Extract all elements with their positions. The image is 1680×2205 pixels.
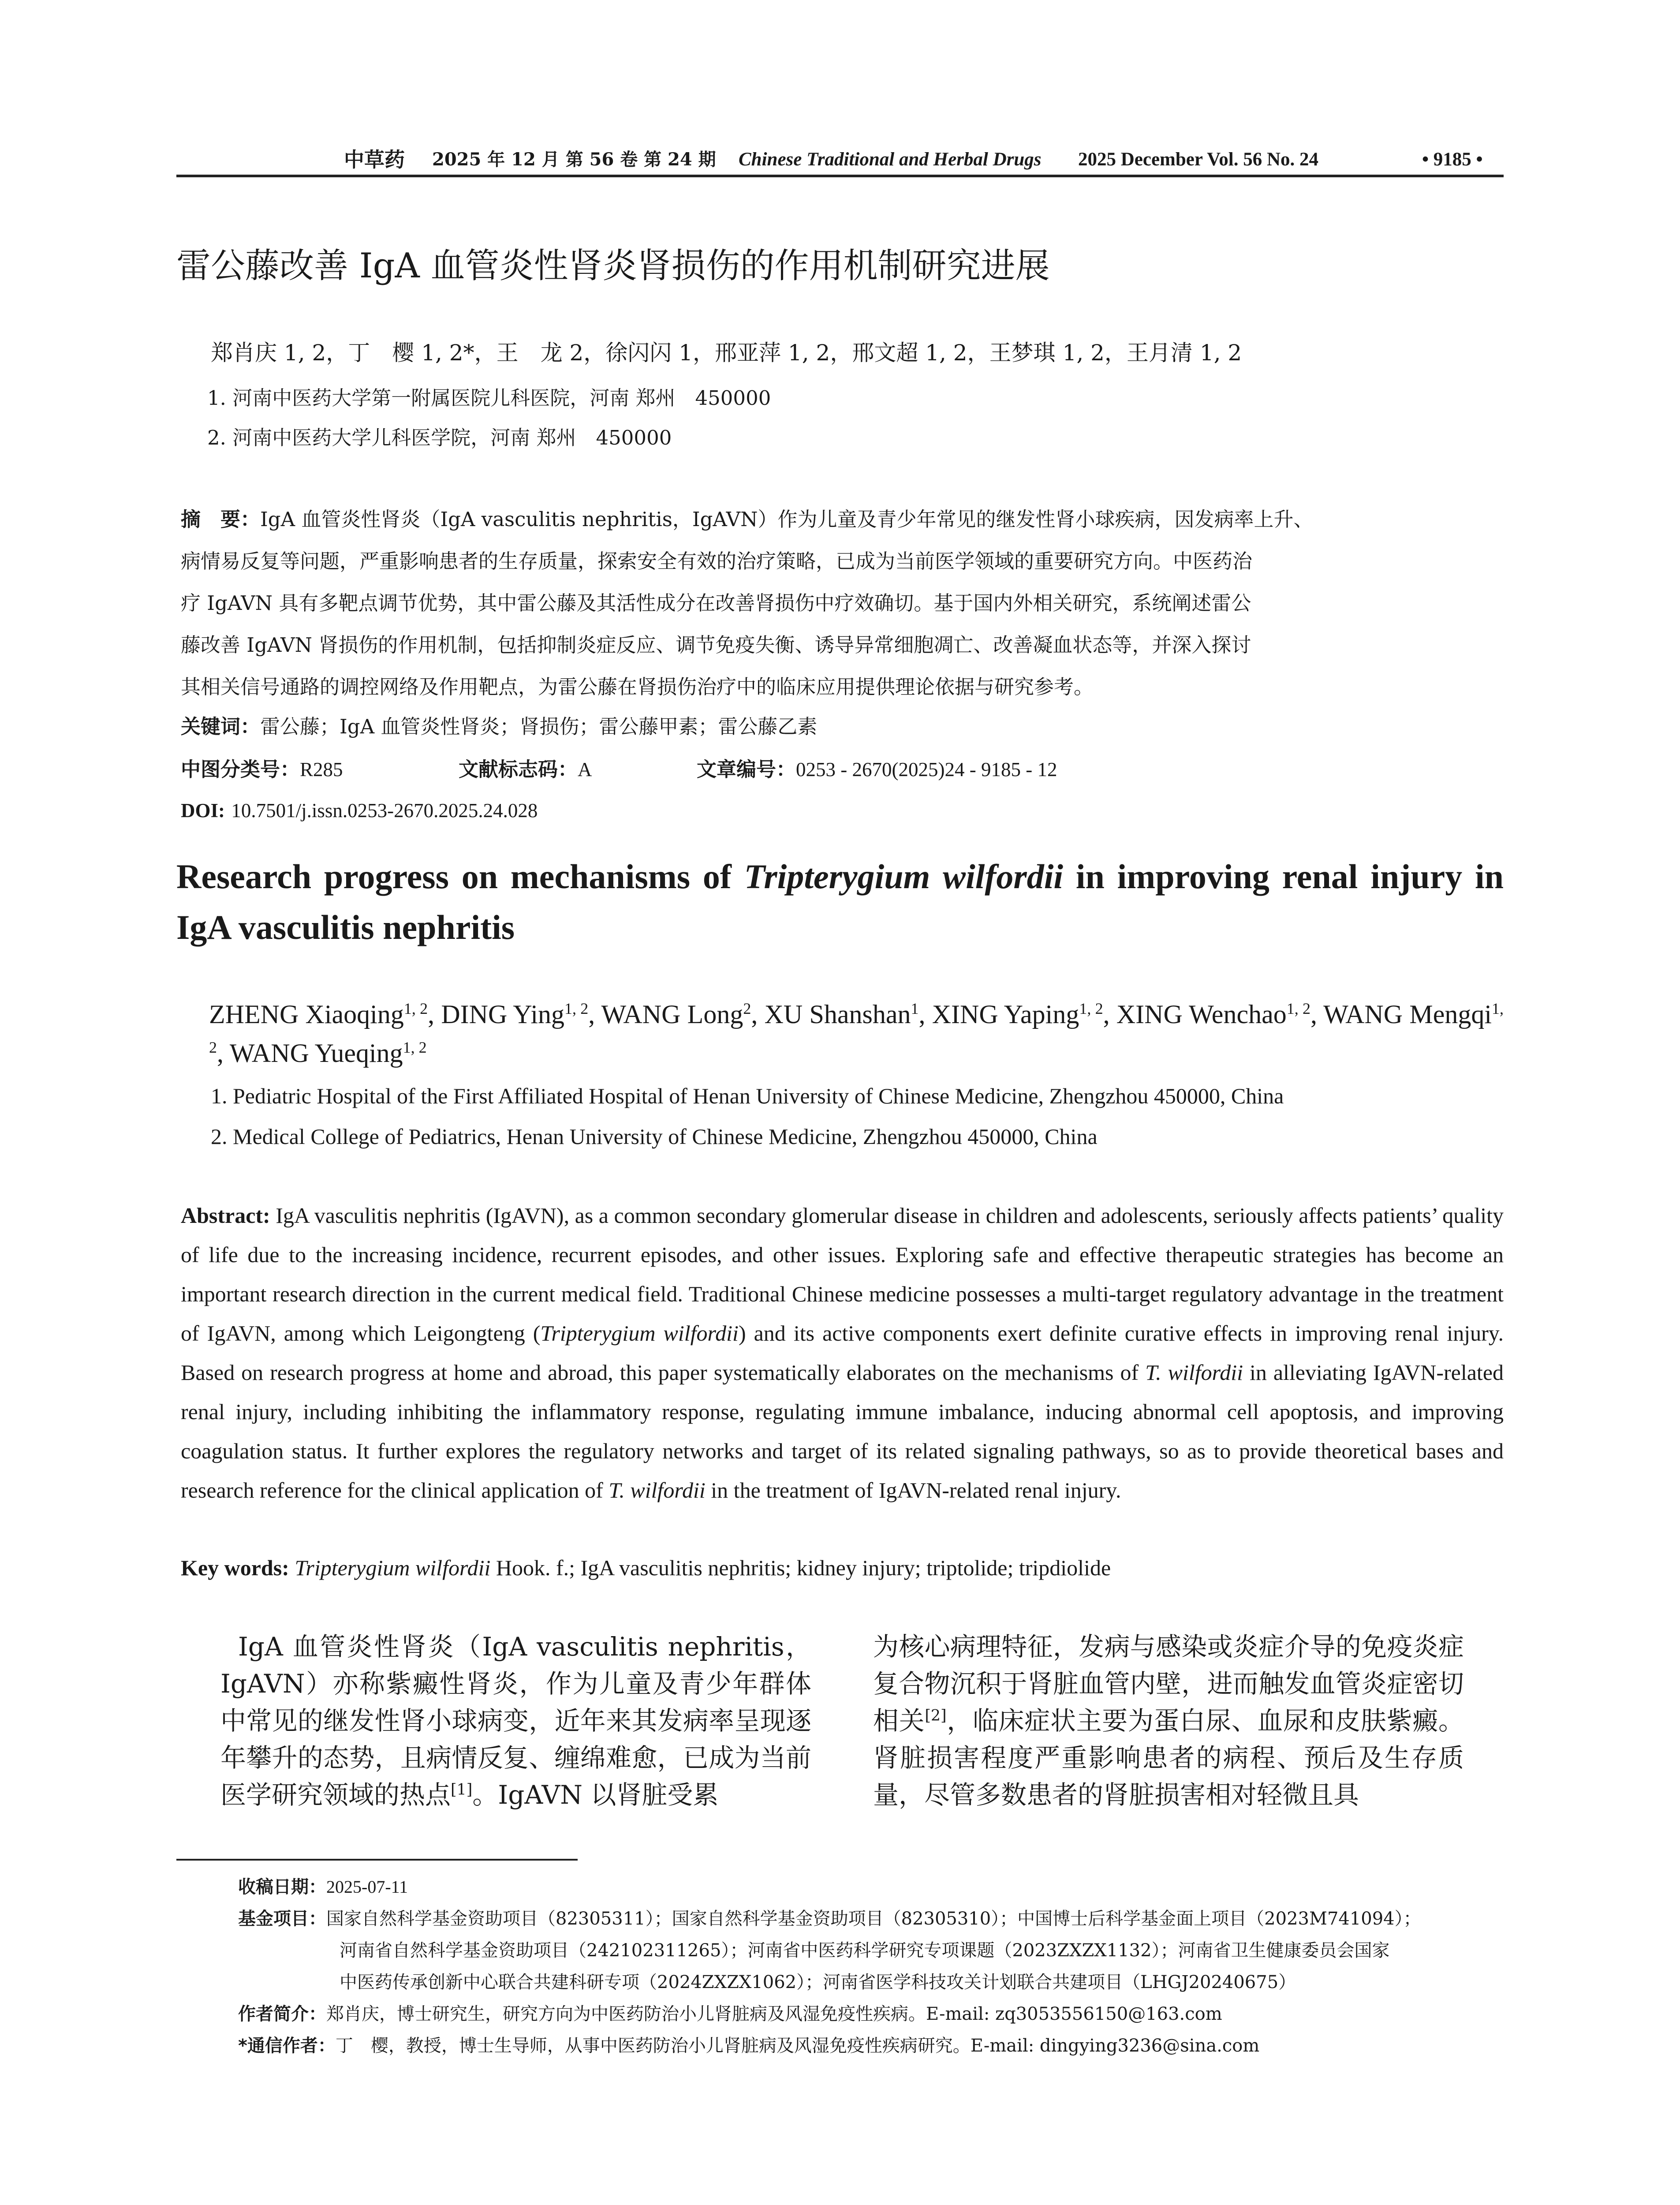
abstract-en-part-4: in the treatment of IgAVN-related renal injury. bbox=[705, 1478, 1121, 1502]
body-right-text-2: ，临床症状主要为蛋白尿、血尿和皮肤紫癜。肾脏损害程度严重影响患者的病程、预后及生存质量，尽管多数患者的肾脏损害相对轻微且具 bbox=[873, 1706, 1464, 1810]
author-en-6: XING Wenchao bbox=[1116, 1000, 1287, 1029]
abstract-cn bbox=[181, 498, 1504, 708]
author-en-1-aff: 1, 2 bbox=[403, 1000, 428, 1017]
affiliation-cn-1: 1. 河南中医药大学第一附属医院儿科医院，河南 郑州 450000 bbox=[207, 386, 771, 410]
keywords-en-label: Key words: bbox=[181, 1555, 289, 1580]
body-column-left bbox=[220, 1628, 811, 1813]
title-en-part-1: Research progress on mechanisms of bbox=[176, 857, 744, 896]
abstract-cn-line-5: 其相关信号通路的调控网络及作用靶点，为雷公藤在肾损伤治疗中的临床应用提供理论依据与研究参考。 bbox=[181, 675, 1094, 699]
clc-value: R285 bbox=[300, 759, 343, 781]
doi-line bbox=[181, 789, 1504, 832]
author-en-1: ZHENG Xiaoqing bbox=[209, 1000, 404, 1029]
fund-line-2: 河南省自然科学基金资助项目（242102311265）；河南省中医药科学研究专项课题（2023ZXZX1132）；河南省卫生健康委员会国家 bbox=[340, 1940, 1390, 1961]
abstract-en bbox=[181, 1196, 1504, 1510]
keywords-en-species: Tripterygium wilfordii bbox=[295, 1555, 491, 1580]
author-en-2: DING Ying bbox=[441, 1000, 565, 1029]
fund-label: 基金项目： bbox=[238, 1909, 326, 1929]
author-list-en: ZHENG Xiaoqing$^{1, 2}$, DING Ying$^{1, 2}$, WANG Long$^2$, XU Shanshan$^1$, XING Yaping$^{1, 2}$, XING Wenchao$^{1, 2}$, WANG Mengqi$^{1, 2}$, WANG Yueqing$^{1, 2}$ bbox=[209, 1000, 1504, 1068]
abstract-cn-line-2: 病情易反复等问题，严重影响患者的生存质量，探索安全有效的治疗策略，已成为当前医学领域的重要研究方向。中医药治 bbox=[181, 549, 1253, 573]
running-header bbox=[176, 142, 1504, 177]
author-en-4: XU Shanshan bbox=[764, 1000, 911, 1029]
affiliation-en-1: 1. Pediatric Hospital of the First Affiliated Hospital of Henan University of Chinese Medicine, Zhengzhou 450000, China bbox=[211, 1084, 1284, 1108]
article-no-label: 文章编号： bbox=[697, 758, 796, 781]
author-en-8: WANG Yueqing bbox=[229, 1039, 403, 1068]
keywords-en bbox=[181, 1550, 1504, 1585]
keywords-cn bbox=[181, 706, 1504, 747]
fund-line-3: 中医药传承创新中心联合共建科研专项（2024ZXZX1062）；河南省医学科技攻关计划联合共建项目（LHGJ20240675） bbox=[340, 1972, 1296, 1992]
keywords-en-text: Hook. f.; IgA vasculitis nephritis; kidney injury; triptolide; tripdiolide bbox=[490, 1555, 1111, 1580]
fund-line-1: 国家自然科学基金资助项目（82305311）；国家自然科学基金资助项目（82305310）；中国博士后科学基金面上项目（2023M741094）； bbox=[326, 1909, 1421, 1929]
article-title-en bbox=[176, 851, 1504, 953]
doi-value: 10.7501/j.issn.0253-2670.2025.24.028 bbox=[231, 800, 538, 822]
corresponding-label: *通信作者： bbox=[238, 2036, 336, 2056]
abstract-en-part-3: in alleviating IgAVN-related renal injury, including inhibiting the inflammatory response, regulating immune imbalance, inducing abnormal cell apoptosis, and improving coagulation status. It further explores the regulatory networks and target of its related signaling pathways, so as to provide theoretical bases and research reference for the clinical application of bbox=[181, 1360, 1504, 1502]
doi-label: DOI: bbox=[181, 800, 225, 822]
body-right-text-1: 为核心病理特征，发病与感染或炎症介导的免疫炎症复合物沉积于肾脏血管内壁，进而触发血管炎症密切相关 bbox=[873, 1632, 1464, 1736]
footnote-author bbox=[238, 2001, 1222, 2027]
corresponding-text: 丁 樱，教授，博士生导师，从事中医药防治小儿肾脏病及风湿免疫性疾病研究。E-mail: dingying3236@sina.com bbox=[335, 2036, 1260, 2056]
abstract-en-label: Abstract: bbox=[181, 1203, 270, 1228]
citation-ref-2: [2] bbox=[925, 1707, 947, 1725]
author-en-7: WANG Mengqi bbox=[1323, 1000, 1492, 1029]
body-left-text-1: IgA 血管炎性肾炎（IgA vasculitis nephritis，IgAVN）亦称紫癜性肾炎，作为儿童及青少年群体中常见的继发性肾小球病变，近年来其发病率呈现逐年攀升的态势，且病情反复、缠绵难愈，已成为当前医学研究领域的热点 bbox=[220, 1632, 811, 1810]
author-en-3: WANG Long bbox=[601, 1000, 743, 1029]
affiliation-cn-2: 2. 河南中医药大学儿科医学院，河南 郑州 450000 bbox=[207, 426, 672, 449]
footnote-rule bbox=[176, 1859, 578, 1861]
abstract-en-species-1: Tripterygium wilfordii bbox=[540, 1321, 739, 1345]
issue-info-cn: 2025 年 12 月 第 56 卷 第 24 期 bbox=[432, 149, 716, 170]
received-label: 收稿日期： bbox=[238, 1877, 326, 1897]
journal-name-en: Chinese Traditional and Herbal Drugs bbox=[739, 149, 1042, 170]
body-column-right bbox=[873, 1628, 1464, 1813]
header-rule bbox=[176, 175, 1504, 177]
author-bio-text: 郑肖庆，博士研究生，研究方向为中医药防治小儿肾脏病及风湿免疫性疾病。E-mail: zq3053556150@163.com bbox=[326, 2004, 1222, 2024]
author-en-8-aff: 1, 2 bbox=[403, 1039, 427, 1056]
author-bio-label: 作者简介： bbox=[238, 2004, 326, 2024]
abstract-cn-label: 摘 要： bbox=[181, 508, 261, 531]
author-en-4-aff: 1 bbox=[911, 1000, 919, 1017]
keywords-cn-label: 关键词： bbox=[181, 715, 261, 738]
affiliation-en-2: 2. Medical College of Pediatrics, Henan University of Chinese Medicine, Zhengzhou 450000, China bbox=[211, 1124, 1098, 1149]
article-title-cn: 雷公藤改善 IgA 血管炎性肾炎肾损伤的作用机制研究进展 bbox=[176, 246, 1050, 286]
page-number: • 9185 • bbox=[1422, 149, 1483, 170]
keywords-cn-text: 雷公藤；IgA 血管炎性肾炎；肾损伤；雷公藤甲素；雷公藤乙素 bbox=[260, 715, 818, 738]
journal-name-cn: 中草药 bbox=[344, 148, 405, 172]
author-en-3-aff: 2 bbox=[743, 1000, 751, 1017]
article-no-value: 0253 - 2670(2025)24 - 9185 - 12 bbox=[796, 759, 1057, 781]
title-en-species: Tripterygium wilfordii bbox=[744, 857, 1064, 896]
footnote-corresponding bbox=[238, 2033, 1259, 2059]
abstract-cn-line-1: IgA 血管炎性肾炎（IgA vasculitis nephritis，IgAVN）作为儿童及青少年常见的继发性肾小球疾病，因发病率上升、 bbox=[260, 508, 1314, 531]
abstract-cn-line-4: 藤改善 IgAVN 肾损伤的作用机制，包括抑制炎症反应、调节免疫失衡、诱导异常细胞凋亡、改善凝血状态等，并深入探讨 bbox=[181, 633, 1251, 657]
clc-label: 中图分类号： bbox=[181, 758, 300, 781]
abstract-en-species-3: T. wilfordii bbox=[609, 1478, 706, 1502]
footnote-received bbox=[238, 1874, 408, 1900]
abstract-en-part-1: IgA vasculitis nephritis (IgAVN), as a common secondary glomerular disease in children and adolescents, seriously affects patients’ quality of life due to the increasing incidence, recurrent episodes, and other issues. Exploring safe and effective therapeutic strategies has become an important research direction in the current medical field. Traditional Chinese medicine possesses a multi-target regulatory advantage in the treatment of IgAVN, among which Leigongteng ( bbox=[181, 1203, 1504, 1345]
author-en-5-aff: 1, 2 bbox=[1079, 1000, 1103, 1017]
abstract-en-species-2: T. wilfordii bbox=[1145, 1360, 1243, 1385]
doc-code-value: A bbox=[578, 759, 592, 781]
received-date: 2025-07-11 bbox=[326, 1877, 408, 1897]
author-en-7-aff: 1, 2 bbox=[209, 1000, 1504, 1056]
author-list-cn: 郑肖庆 1, 2，丁 樱 1, 2*，王 龙 2，徐闪闪 1，邢亚萍 1, 2，邢文超 1, 2，王梦琪 1, 2，王月清 1, 2 bbox=[211, 340, 1242, 366]
author-en-2-aff: 1, 2 bbox=[564, 1000, 589, 1017]
issue-info-en: 2025 December Vol. 56 No. 24 bbox=[1078, 149, 1319, 170]
citation-ref-1: [1] bbox=[451, 1781, 473, 1799]
doc-code-label: 文献标志码： bbox=[459, 758, 578, 781]
classification-line bbox=[181, 748, 1504, 791]
abstract-cn-line-3: 疗 IgAVN 具有多靶点调节优势，其中雷公藤及其活性成分在改善肾损伤中疗效确切。基于国内外相关研究，系统阐述雷公 bbox=[181, 591, 1251, 615]
footnote-fund bbox=[238, 1906, 1421, 1932]
title-en-part-2: in improving renal injury in IgA vasculitis nephritis bbox=[176, 857, 1504, 946]
author-en-5: XING Yaping bbox=[932, 1000, 1079, 1029]
abstract-en-part-2: ) and its active components exert definite curative effects in improving renal injury. Based on research progress at home and abroad, this paper systematically elaborates on the mechanisms of bbox=[181, 1321, 1504, 1385]
author-en-6-aff: 1, 2 bbox=[1286, 1000, 1310, 1017]
body-left-text-2: 。IgAVN 以肾脏受累 bbox=[472, 1780, 719, 1810]
